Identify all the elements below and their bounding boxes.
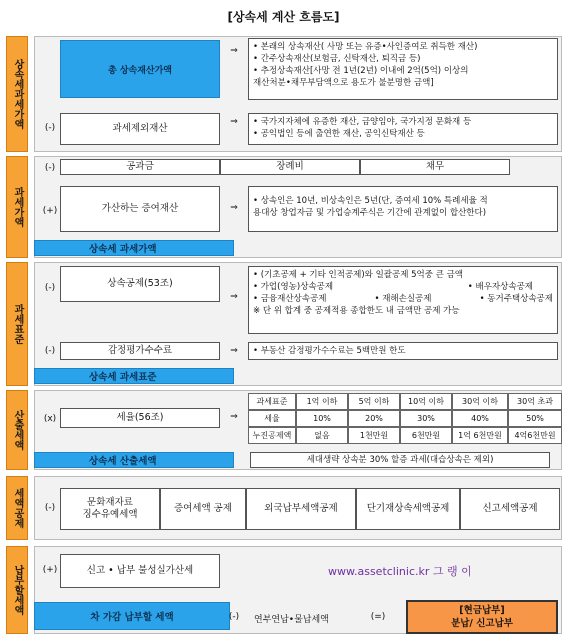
rate-table-cell: 세율 xyxy=(248,410,296,427)
section-label-taxable-inheritance xyxy=(6,36,28,152)
section-label-text: 납부할세액 xyxy=(12,565,23,615)
rate-table-cell: 10% xyxy=(296,410,348,427)
arrow-icon: ⇒ xyxy=(230,346,238,356)
desc-item: • 동거주택상속공제 xyxy=(479,294,553,304)
added-gift-box: 가산하는 증여재산 xyxy=(60,186,220,232)
total-estate-description xyxy=(248,38,558,100)
section-label-tax-base xyxy=(6,262,28,386)
desc-line: • 간주상속재산(보험금, 신탁재산, 퇴직금 등) xyxy=(253,54,421,64)
minus-operator: (-) xyxy=(228,612,240,622)
minus-operator: (-) xyxy=(44,346,56,356)
added-gift-description xyxy=(248,186,558,232)
funeral-expenses-cell: 장례비 xyxy=(220,159,360,175)
arrow-icon: ⇒ xyxy=(230,203,238,213)
payment-result-box xyxy=(406,600,558,634)
rate-table-cell: 5억 이하 xyxy=(348,393,400,410)
rate-table-cell: 과세표준 xyxy=(248,393,296,410)
rate-table-cell: 누진공제액 xyxy=(248,427,296,444)
generation-skip-note: 세대생략 상속분 30% 할증 과세(대습상속은 제외) xyxy=(250,452,550,468)
desc-item: • 배우자상속공제 xyxy=(467,282,533,292)
minus-operator: (-) xyxy=(44,503,56,513)
section-label-text: 세액공제 xyxy=(12,488,23,528)
section-label-taxable-value xyxy=(6,156,28,258)
debts-cell: 채무 xyxy=(360,159,510,175)
label-line: 문화재자료 xyxy=(87,497,133,508)
desc-item: • 재해손실공제 xyxy=(374,294,432,304)
times-operator: (x) xyxy=(43,414,57,424)
minus-operator: (-) xyxy=(44,283,56,293)
rate-table-cell: 20% xyxy=(348,410,400,427)
rate-table-cell: 30억 초과 xyxy=(508,393,562,410)
rate-table-cell: 10억 이하 xyxy=(400,393,452,410)
penalty-tax-box: 신고 • 납부 불성실가산세 xyxy=(60,554,220,588)
equals-operator: (=) xyxy=(370,612,386,622)
plus-operator: (+) xyxy=(42,565,58,575)
appraisal-fee-description: • 부동산 감정평가수수료는 5백만원 한도 xyxy=(248,342,558,360)
arrow-icon: ⇒ xyxy=(230,117,238,127)
label-line: 징수유예세액 xyxy=(82,509,138,520)
tax-rate-box: 세율(56조) xyxy=(60,408,220,428)
page-title: [상속세 계산 흐름도] xyxy=(227,10,340,24)
section-label-text: 과세가액 xyxy=(12,187,23,227)
taxable-value-bar: 상속세 과세가액 xyxy=(34,240,234,256)
inheritance-deduction-description xyxy=(248,266,558,334)
arrow-icon: ⇒ xyxy=(230,412,238,422)
total-estate-box: 총 상속재산가액 xyxy=(60,40,220,98)
excluded-property-box: 과세제외재산 xyxy=(60,113,220,145)
rate-table-cell: 1천만원 xyxy=(348,427,400,444)
short-term-reinheritance-credit-box: 단기재상속세액공제 xyxy=(356,488,460,530)
desc-line: • 공익법인 등에 출연한 재산, 공익신탁재산 등 xyxy=(253,129,425,139)
rate-table-cell: 40% xyxy=(452,410,508,427)
rate-table-cell: 없음 xyxy=(296,427,348,444)
payment-method-label: 분납/ 신고납부 xyxy=(451,618,513,629)
desc-item: • 금융재산상속공제 xyxy=(253,294,327,304)
tax-base-bar: 상속세 과세표준 xyxy=(34,368,234,384)
section-label-tax-payable xyxy=(6,546,28,634)
desc-line: • (기초공제 + 기타 인적공제)와 일괄공제 5억중 큰 금액 xyxy=(253,270,464,280)
section-label-text: 산출세액 xyxy=(12,410,23,450)
desc-item: • 가업(영농)상속공제 xyxy=(253,282,334,292)
minus-operator: (-) xyxy=(44,163,56,173)
section-label-computed-tax xyxy=(6,390,28,470)
installment-payment-label: 연부연납•물납세액 xyxy=(254,615,329,625)
computed-tax-bar: 상속세 산출세액 xyxy=(34,452,234,468)
rate-table-cell: 30% xyxy=(400,410,452,427)
rate-table-cell: 30억 이하 xyxy=(452,393,508,410)
excluded-property-description xyxy=(248,113,558,145)
desc-line: 용대상 창업자금 및 가업승계주식은 기간에 관계없이 합산한다) xyxy=(253,208,487,218)
public-charges-cell: 공과금 xyxy=(60,159,220,175)
desc-line: • 상속인은 10년, 비상속인은 5년(단, 증여세 10% 특례세율 적 xyxy=(253,196,488,206)
filing-credit-box: 신고세액공제 xyxy=(460,488,560,530)
tax-rate-table xyxy=(248,393,562,444)
cultural-property-deferral-box xyxy=(60,488,160,530)
minus-operator: (-) xyxy=(44,123,56,133)
cash-payment-label: [현금납부] xyxy=(459,605,505,616)
section-label-text: 상속세과세가액 xyxy=(12,59,23,129)
arrow-icon: ⇒ xyxy=(230,46,238,56)
section-label-tax-credits xyxy=(6,476,28,540)
gift-tax-credit-box: 증여세액 공제 xyxy=(160,488,246,530)
desc-note: ※ 단 위 합계 중 공제적용 종합한도 내 금액만 공제 가능 xyxy=(253,306,460,316)
desc-line: 재산처분•채무부담액으로 용도가 불분명한 금액] xyxy=(253,78,434,88)
rate-table-cell: 1억 이하 xyxy=(296,393,348,410)
foreign-tax-credit-box: 외국납부세액공제 xyxy=(246,488,356,530)
arrow-icon: ⇒ xyxy=(230,292,238,302)
desc-line: • 국가지자체에 유증한 재산, 금양임야, 국가지정 문화재 등 xyxy=(253,117,472,127)
inheritance-deduction-box: 상속공제(53조) xyxy=(60,266,220,302)
rate-table-cell: 4억6천만원 xyxy=(508,427,562,444)
rate-table-cell: 50% xyxy=(508,410,562,427)
section-label-text: 과세표준 xyxy=(12,304,23,344)
rate-table-cell: 1억 6천만원 xyxy=(452,427,508,444)
website-watermark: www.assetclinic.kr 그 랭 이 xyxy=(328,565,472,578)
desc-line: • 본래의 상속재산( 사망 또는 유증•사인증여로 취득한 재산) xyxy=(253,42,478,52)
final-tax-box: 차 가감 납부할 세액 xyxy=(34,602,230,630)
desc-line: • 추정상속재산[사망 전 1년(2년) 이내에 2억(5억) 이상의 xyxy=(253,66,469,76)
plus-operator: (+) xyxy=(42,206,58,216)
rate-table-cell: 6천만원 xyxy=(400,427,452,444)
appraisal-fee-box: 감정평가수수료 xyxy=(60,342,220,360)
